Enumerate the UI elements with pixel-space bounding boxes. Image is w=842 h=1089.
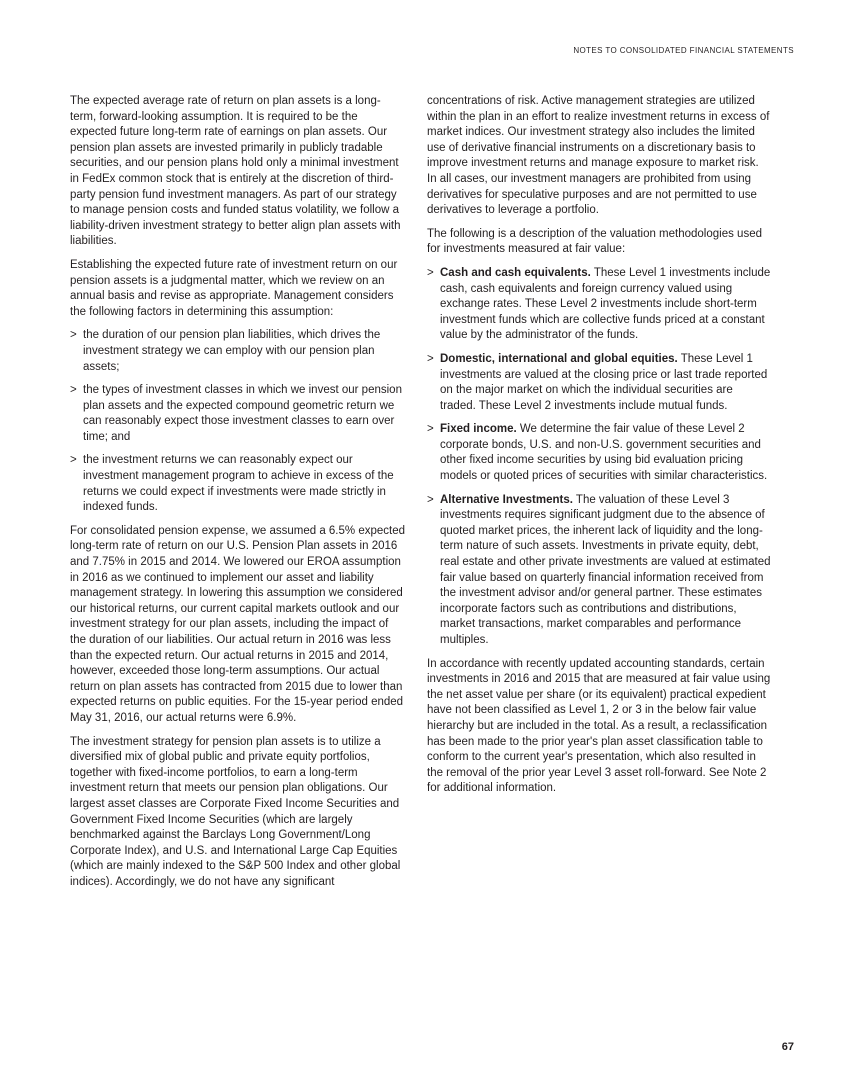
bullet-title: Domestic, international and global equities. [440, 352, 678, 365]
bullet-text: These Level 1 investments are valued at the closing price or last trade reported on the major market on which the individual securities are traded. These Level 2 investments include mutual funds. [440, 352, 768, 412]
chevron-icon: > [70, 454, 77, 467]
paragraph: In accordance with recently updated accounting standards, certain investments in 2016 and 2015 that are measured at fair value using the net asset value per share (or its equivalent) practical expedient have not been classified as Level 1, 2 or 3 in the below fair value hierarchy but are included in the total. As a result, a reclassification has been made to the prior year's plan asset classification table to conform to the current year's presentation, which also resulted in the removal of the prior year Level 3 asset roll-forward. See Note 2 for additional information. [427, 657, 771, 795]
chevron-icon: > [70, 384, 77, 397]
bullet-text: the investment returns we can reasonably expect our investment management program to achieve in excess of the returns we could expect if investments were made strictly in indexed funds. [83, 454, 394, 514]
chevron-icon: > [427, 266, 434, 279]
page-number: 67 [781, 1041, 794, 1053]
paragraph: Establishing the expected future rate of investment return on our pension assets is a judgmental matter, which we review on an annual basis and revise as appropriate. Management considers the following factors in determining this assumption: [70, 258, 398, 318]
paragraph: For consolidated pension expense, we assumed a 6.5% expected long-term rate of return on our U.S. Pension Plan assets in 2016 and 7.75% in 2015 and 2014. We lowered our EROA assumption in 2016 as we continued to implement our asset and liability management strategy. In lowering this assumption we considered our historical returns, our current capital markets outlook and our investment strategy for our plan assets, including the impact of the duration of our liabilities. Our actual return in 2016 was less than the expected return. Our actual returns in 2015 and 2014, however, exceeded those long-term assumptions. Our actual return on plan assets has contracted from 2015 due to lower than expected returns on public equities. For the 15-year period ended May 31, 2016, our actual returns were 6.9%. [70, 524, 405, 724]
bullet-text: The valuation of these Level 3 investments requires significant judgment due to the absence of quoted market prices, the inherent lack of liquidity and the long-term nature of such assets. Investments in private equity, debt, real estate and other private investments are valued at estimated fair value based on quarterly financial information received from the investment advisor and/or general partner. These estimates incorporate factors such as contributions and distributions, market transactions, market comparables and performance multiples. [440, 493, 771, 646]
paragraph: The investment strategy for pension plan assets is to utilize a diversified mix of global public and private equity portfolios, together with fixed-income portfolios, to earn a long-term investment return that meets our pension plan obligations. Our largest asset classes are Corporate Fixed Income Securities and Government Fixed Income Securities (which are largely benchmarked against the Barclays Long Government/Long Corporate Index), and U.S. and International Large Cap Equities (which are mainly indexed to the S&P 500 Index and other global indices). Accordingly, we do not have any significant [70, 735, 401, 888]
chevron-icon: > [427, 352, 434, 365]
bullet-item [427, 352, 771, 414]
chevron-icon: > [427, 423, 434, 436]
bullet-item [427, 266, 771, 344]
left-column [70, 94, 406, 899]
bullet-text: These Level 1 investments include cash, cash equivalents and foreign currency valued using exchange rates. These Level 2 investments include short-term investment funds which are collective funds priced at a constant value by the administrator of the funds. [440, 266, 771, 342]
bullet-text: We determine the fair value of these Level 2 corporate bonds, U.S. and non-U.S. government securities and other fixed income securities by using bid evaluation pricing models or quoted prices of securities with similar characteristics. [440, 423, 768, 483]
paragraph: The following is a description of the valuation methodologies used for investments measured at fair value: [427, 227, 762, 256]
bullet-text: the duration of our pension plan liabilities, which drives the investment strategy we can employ with our pension plan assets; [83, 329, 381, 373]
bullet-item [70, 328, 406, 375]
bullet-title: Cash and cash equivalents. [440, 266, 591, 279]
chevron-icon: > [427, 493, 434, 506]
right-column [427, 94, 771, 805]
running-header: NOTES TO CONSOLIDATED FINANCIAL STATEMENTS [573, 46, 794, 55]
paragraph: The expected average rate of return on plan assets is a long-term, forward-looking assumption. It is required to be the expected future long-term rate of earnings on plan assets. Our pension plan assets are invested primarily in publicly tradable securities, and our pension plans hold only a minimal investment in FedEx common stock that is entirely at the discretion of third-party pension fund investment managers. As part of our strategy to manage pension costs and funded status volatility, we follow a liability-driven investment strategy to better align plan assets with liabilities. [70, 95, 401, 248]
bullet-item [427, 422, 771, 484]
bullet-item [70, 383, 406, 445]
bullet-item [427, 493, 771, 649]
bullet-text: the types of investment classes in which we invest our pension plan assets and the expected compound geometric return we can reasonably expect those investment classes to earn over time; and [83, 384, 402, 443]
chevron-icon: > [70, 329, 77, 342]
paragraph: concentrations of risk. Active management strategies are utilized within the plan in an effort to realize investment returns in excess of market indices. Our investment strategy also includes the limited use of derivative financial instruments on a discretionary basis to improve investment returns and manage exposure to market risk. In all cases, our investment managers are prohibited from using derivatives for speculative purposes and are not permitted to use derivatives to leverage a portfolio. [427, 95, 770, 217]
bullet-title: Fixed income. [440, 423, 517, 436]
bullet-title: Alternative Investments. [440, 493, 573, 506]
bullet-item [70, 453, 406, 515]
